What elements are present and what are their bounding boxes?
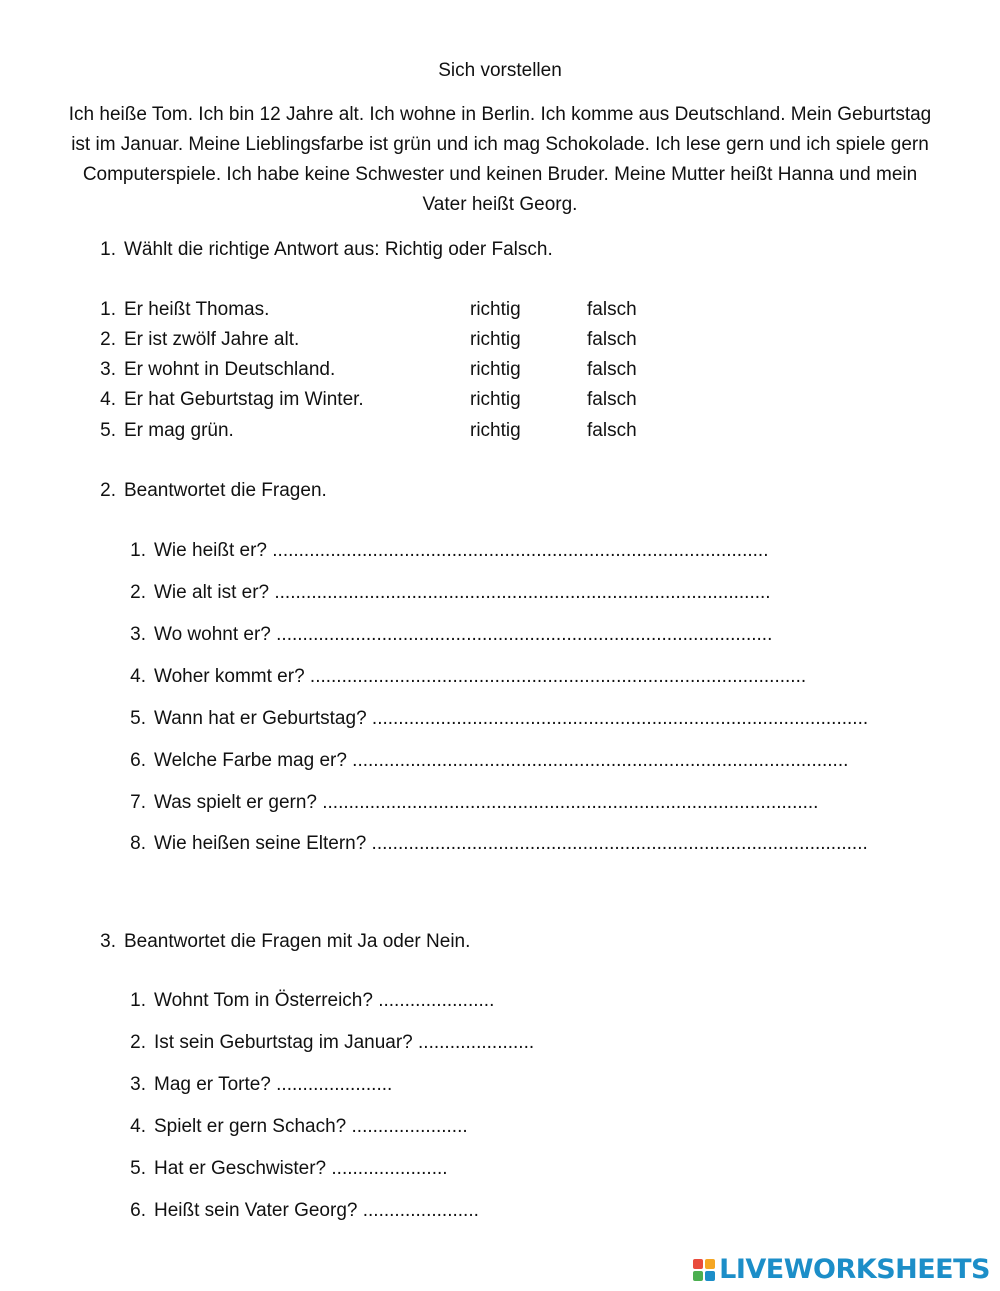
option-richtig[interactable]: richtig (470, 329, 521, 350)
question-line[interactable] (118, 1157, 448, 1181)
item-number: 4. (100, 389, 116, 410)
question-line[interactable] (118, 665, 806, 689)
question-line[interactable] (118, 1115, 468, 1139)
section-number: 3. (100, 931, 116, 952)
option-falsch[interactable]: falsch (587, 299, 637, 320)
section1-heading (88, 238, 553, 262)
question-line[interactable] (118, 1031, 534, 1055)
question-text: Spielt er gern Schach? ...................... (154, 1116, 468, 1137)
question-line[interactable] (118, 1073, 392, 1097)
question-text: Wohnt Tom in Österreich? ...................... (154, 990, 495, 1011)
question-text: Ist sein Geburtstag im Januar? ...................... (154, 1032, 535, 1053)
question-text: Hat er Geschwister? ...................... (154, 1158, 448, 1179)
item-number: 1. (130, 540, 146, 561)
logo-tile (705, 1271, 715, 1281)
tf-statement (88, 358, 335, 382)
page-title: Sich vorstellen (438, 60, 562, 81)
item-number: 5. (100, 420, 116, 441)
item-number: 4. (130, 666, 146, 687)
item-number: 1. (130, 990, 146, 1011)
item-number: 5. (130, 1158, 146, 1179)
liveworksheets-logo (693, 1254, 990, 1285)
statement-text: Er wohnt in Deutschland. (124, 359, 336, 380)
question-line[interactable] (118, 791, 818, 815)
logo-mark-icon (693, 1259, 715, 1281)
tf-statement (88, 388, 364, 412)
question-text: Wie heißt er? .............................................................................................. (154, 540, 769, 561)
item-number: 8. (130, 833, 146, 854)
tf-statement (88, 328, 299, 352)
question-line[interactable] (118, 989, 494, 1013)
section3-heading (88, 930, 470, 954)
statement-text: Er hat Geburtstag im Winter. (124, 389, 364, 410)
question-line[interactable] (118, 707, 868, 731)
section-number: 1. (100, 239, 116, 260)
section-heading-text: Beantwortet die Fragen mit Ja oder Nein. (124, 931, 471, 952)
option-falsch[interactable]: falsch (587, 359, 637, 380)
question-line[interactable] (118, 832, 868, 856)
item-number: 6. (130, 1200, 146, 1221)
option-falsch[interactable]: falsch (587, 420, 637, 441)
question-text: Heißt sein Vater Georg? ...................... (154, 1200, 479, 1221)
section-heading-text: Wählt die richtige Antwort aus: Richtig oder Falsch. (124, 239, 553, 260)
option-richtig[interactable]: richtig (470, 389, 521, 410)
section2-heading (88, 479, 327, 503)
item-number: 2. (130, 582, 146, 603)
item-number: 3. (100, 359, 116, 380)
question-text: Wann hat er Geburtstag? .............................................................................................. (154, 708, 869, 729)
question-text: Welche Farbe mag er? .............................................................................................. (154, 750, 849, 771)
question-text: Mag er Torte? ...................... (154, 1074, 393, 1095)
question-line[interactable] (118, 1199, 479, 1223)
item-number: 2. (130, 1032, 146, 1053)
statement-text: Er ist zwölf Jahre alt. (124, 329, 300, 350)
statement-text: Er heißt Thomas. (124, 299, 270, 320)
item-number: 4. (130, 1116, 146, 1137)
question-line[interactable] (118, 623, 772, 647)
item-number: 7. (130, 792, 146, 813)
section-number: 2. (100, 480, 116, 501)
option-falsch[interactable]: falsch (587, 329, 637, 350)
item-number: 3. (130, 624, 146, 645)
question-text: Wie alt ist er? .............................................................................................. (154, 582, 771, 603)
question-text: Wo wohnt er? .............................................................................................. (154, 624, 773, 645)
option-richtig[interactable]: richtig (470, 299, 521, 320)
item-number: 1. (100, 299, 116, 320)
logo-tile (693, 1259, 703, 1269)
section-heading-text: Beantwortet die Fragen. (124, 480, 327, 501)
question-text: Was spielt er gern? .............................................................................................. (154, 792, 819, 813)
option-richtig[interactable]: richtig (470, 420, 521, 441)
question-line[interactable] (118, 749, 848, 773)
question-text: Woher kommt er? .............................................................................................. (154, 666, 807, 687)
tf-statement (88, 419, 234, 443)
option-richtig[interactable]: richtig (470, 359, 521, 380)
tf-statement (88, 298, 269, 322)
logo-tile (705, 1259, 715, 1269)
item-number: 6. (130, 750, 146, 771)
intro-paragraph: Ich heiße Tom. Ich bin 12 Jahre alt. Ich wohne in Berlin. Ich komme aus Deutschland. Mein Geburtstag ist im Januar. Meine Lieblingsfarbe ist grün und ich mag Schokolade. Ich lese gern und ich spiele gern Computerspiele. Ich habe keine Schwester und keinen Bruder. Meine Mutter heißt Hanna und mein Vater heißt Georg. (68, 104, 932, 215)
statement-text: Er mag grün. (124, 420, 234, 441)
question-line[interactable] (118, 539, 768, 563)
logo-tile (693, 1271, 703, 1281)
item-number: 2. (100, 329, 116, 350)
item-number: 5. (130, 708, 146, 729)
logo-wordmark: LIVEWORKSHEETS (719, 1254, 990, 1285)
item-number: 3. (130, 1074, 146, 1095)
option-falsch[interactable]: falsch (587, 389, 637, 410)
question-line[interactable] (118, 581, 771, 605)
question-text: Wie heißen seine Eltern? .............................................................................................. (154, 833, 868, 854)
